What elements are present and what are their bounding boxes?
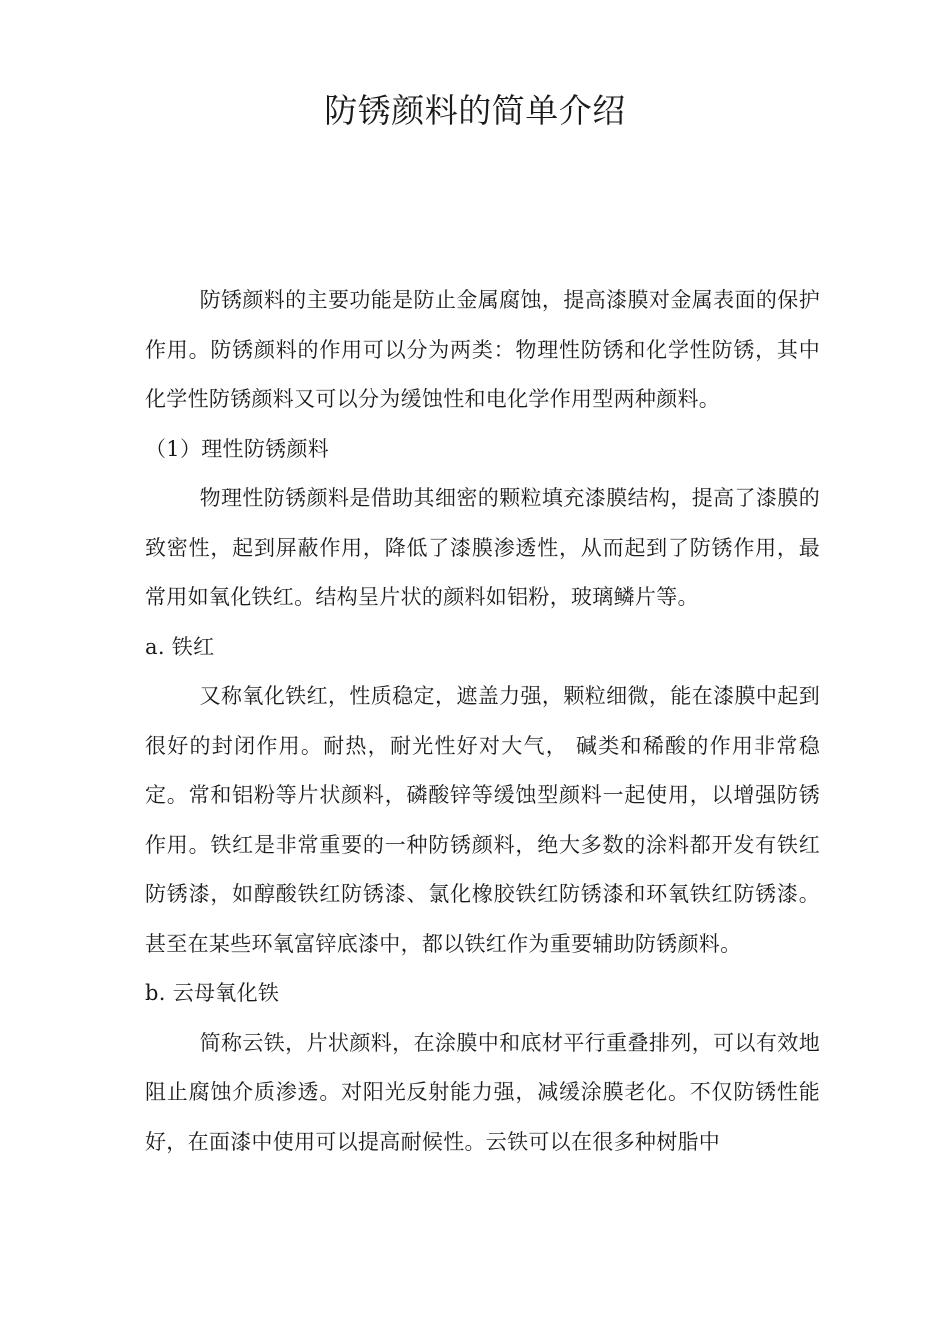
paragraph-micaceous-iron-oxide: 简称云铁，片状颜料，在涂膜中和底材平行重叠排列，可以有效地阻止腐蚀介质渗透。对阳光反射能力强，减缓涂膜老化。不仅防锈性能好，在面漆中使用可以提高耐候性。云铁可以在很多种树脂中 [145, 1030, 820, 1154]
document-title: 防锈颜料的简单介绍 [324, 91, 626, 130]
document-body [145, 276, 820, 1167]
paragraph-intro: 防锈颜料的主要功能是防止金属腐蚀，提高漆膜对金属表面的保护作用。防锈颜料的作用可以分为两类：物理性防锈和化学性防锈，其中化学性防锈颜料又可以分为缓蚀性和电化学作用型两种颜料。 [145, 288, 820, 411]
paragraph-iron-red: 又称氧化铁红，性质稳定，遮盖力强，颗粒细微，能在漆膜中起到很好的封闭作用。耐热，耐光性好对大气， 碱类和稀酸的作用非常稳定。常和铝粉等片状颜料，磷酸锌等缓蚀型颜料一起使用，以增强防锈作用。铁红是非常重要的一种防锈颜料，绝大多数的涂料都开发有铁红防锈漆，如醇酸铁红防锈漆、氯化橡胶铁红防锈漆和环氧铁红防锈漆。甚至在某些环氧富锌底漆中，都以铁红作为重要辅助防锈颜料。 [145, 684, 820, 956]
subheading-iron-red: a. 铁红 [145, 634, 215, 659]
paragraph-physical: 物理性防锈颜料是借助其细密的颗粒填充漆膜结构，提高了漆膜的致密性，起到屏蔽作用，降低了漆膜渗透性，从而起到了防锈作用，最常用如氧化铁红。结构呈片状的颜料如铝粉，玻璃鳞片等。 [145, 486, 820, 609]
section-heading-physical: （1）理性防锈颜料 [145, 436, 330, 461]
subheading-micaceous-iron-oxide: b. 云母氧化铁 [145, 981, 280, 1005]
